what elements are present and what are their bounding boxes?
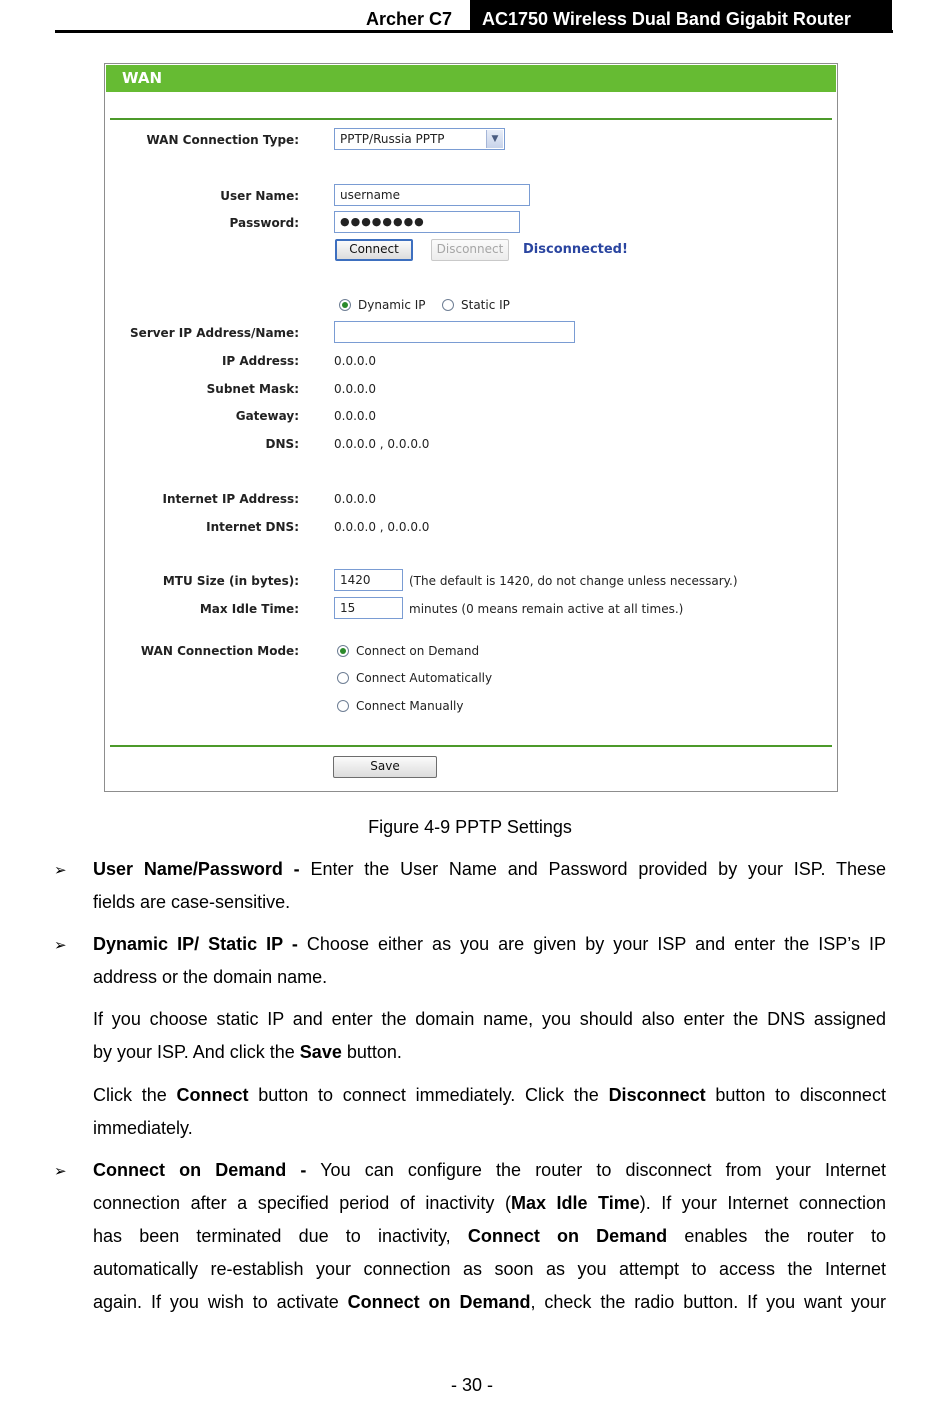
bullet-dynamic-static-ip: Dynamic IP/ Static IP - Choose either as you are given by your ISP and enter the ISP’s IP address or the domain name. — [93, 934, 886, 987]
figure-caption: Figure 4-9 PPTP Settings — [368, 817, 572, 837]
dns-label: DNS: — [265, 437, 299, 451]
connection-status: Disconnected! — [523, 242, 628, 257]
term-connect-on-demand: Connect on Demand - — [93, 1160, 307, 1180]
internet-dns-label: Internet DNS: — [206, 520, 299, 534]
mtu-input[interactable]: 1420 — [334, 569, 403, 591]
idle-label: Max Idle Time: — [199, 602, 299, 616]
header-model: Archer C7 — [366, 9, 453, 29]
ip-address-value: 0.0.0.0 — [334, 354, 376, 368]
idle-input[interactable]: 15 — [334, 597, 403, 619]
connect-manually-radio[interactable] — [337, 700, 349, 712]
subnet-mask-value: 0.0.0.0 — [334, 382, 376, 396]
connect-automatically-radio[interactable] — [337, 672, 349, 684]
header-product: AC1750 Wireless Dual Band Gigabit Router — [470, 0, 892, 33]
server-label: Server IP Address/Name: — [130, 326, 299, 340]
dynamic-ip-radio[interactable] — [339, 299, 351, 311]
bullet-arrow-icon: ➢ — [54, 937, 67, 954]
disconnect-button[interactable]: Disconnect — [431, 239, 509, 261]
server-input[interactable] — [334, 321, 575, 343]
gateway-label: Gateway: — [235, 409, 299, 423]
password-input[interactable]: ●●●●●●●● — [334, 211, 520, 233]
bullet-connect-on-demand: Connect on Demand - You can configure the router to disconnect from your Internet connection after a specified period of inactivity (Max Idle Time). If your Internet connection has been terminated due to inactivity, Connect on Demand enables the router to automatically re-establish your connection as soon as you attempt to access the Internet again. If you wish to activate Connect on Demand, check the radio button. If you want your — [93, 1160, 886, 1312]
dynamic-ip-label: Dynamic IP — [358, 298, 426, 312]
username-label: User Name: — [220, 189, 299, 203]
idle-note: minutes (0 means remain active at all times.) — [409, 602, 684, 616]
bottom-divider — [110, 745, 832, 747]
static-ip-radio[interactable] — [442, 299, 454, 311]
wan-panel-title: WAN — [106, 65, 836, 92]
gateway-value: 0.0.0.0 — [334, 409, 376, 423]
bullet-username-password: User Name/Password - Enter the User Name and Password provided by your ISP. These fields are case-sensitive. — [93, 859, 886, 912]
top-divider — [110, 118, 832, 120]
connect-paragraph: Click the Connect button to connect immediately. Click the Disconnect button to disconnect immediately. — [93, 1085, 886, 1138]
connect-button[interactable]: Connect — [335, 239, 413, 261]
connection-type-select[interactable] — [334, 128, 505, 150]
term-username-password: User Name/Password - — [93, 859, 300, 879]
header-rule — [55, 30, 893, 33]
connection-type-label: WAN Connection Type: — [146, 133, 299, 147]
mtu-note: (The default is 1420, do not change unless necessary.) — [409, 574, 738, 588]
username-input[interactable]: username — [334, 184, 530, 206]
internet-ip-label: Internet IP Address: — [162, 492, 299, 506]
connect-on-demand-label: Connect on Demand — [356, 644, 480, 658]
bullet-arrow-icon: ➢ — [54, 862, 67, 879]
chevron-down-icon[interactable]: ▼ — [486, 130, 503, 148]
bullet-arrow-icon: ➢ — [54, 1163, 67, 1180]
static-ip-paragraph: If you choose static IP and enter the domain name, you should also enter the DNS assigned by your ISP. And click the Save button. — [93, 1009, 886, 1062]
connect-on-demand-radio[interactable] — [337, 645, 349, 657]
connect-automatically-label: Connect Automatically — [356, 671, 493, 685]
dns-value: 0.0.0.0 , 0.0.0.0 — [334, 437, 430, 451]
connection-type-value: PPTP/Russia PPTP — [340, 132, 445, 146]
connect-manually-label: Connect Manually — [356, 699, 464, 713]
password-label: Password: — [229, 216, 299, 230]
ip-address-label: IP Address: — [221, 354, 299, 368]
term-dynamic-static-ip: Dynamic IP/ Static IP - — [93, 934, 298, 954]
internet-dns-value: 0.0.0.0 , 0.0.0.0 — [334, 520, 430, 534]
subnet-mask-label: Subnet Mask: — [206, 382, 299, 396]
static-ip-label: Static IP — [461, 298, 510, 312]
connection-mode-label: WAN Connection Mode: — [140, 644, 299, 658]
save-button[interactable]: Save — [333, 756, 437, 778]
wan-panel — [104, 63, 838, 792]
mtu-label: MTU Size (in bytes): — [162, 574, 299, 588]
internet-ip-value: 0.0.0.0 — [334, 492, 376, 506]
page-number: - 30 - — [450, 1375, 493, 1395]
